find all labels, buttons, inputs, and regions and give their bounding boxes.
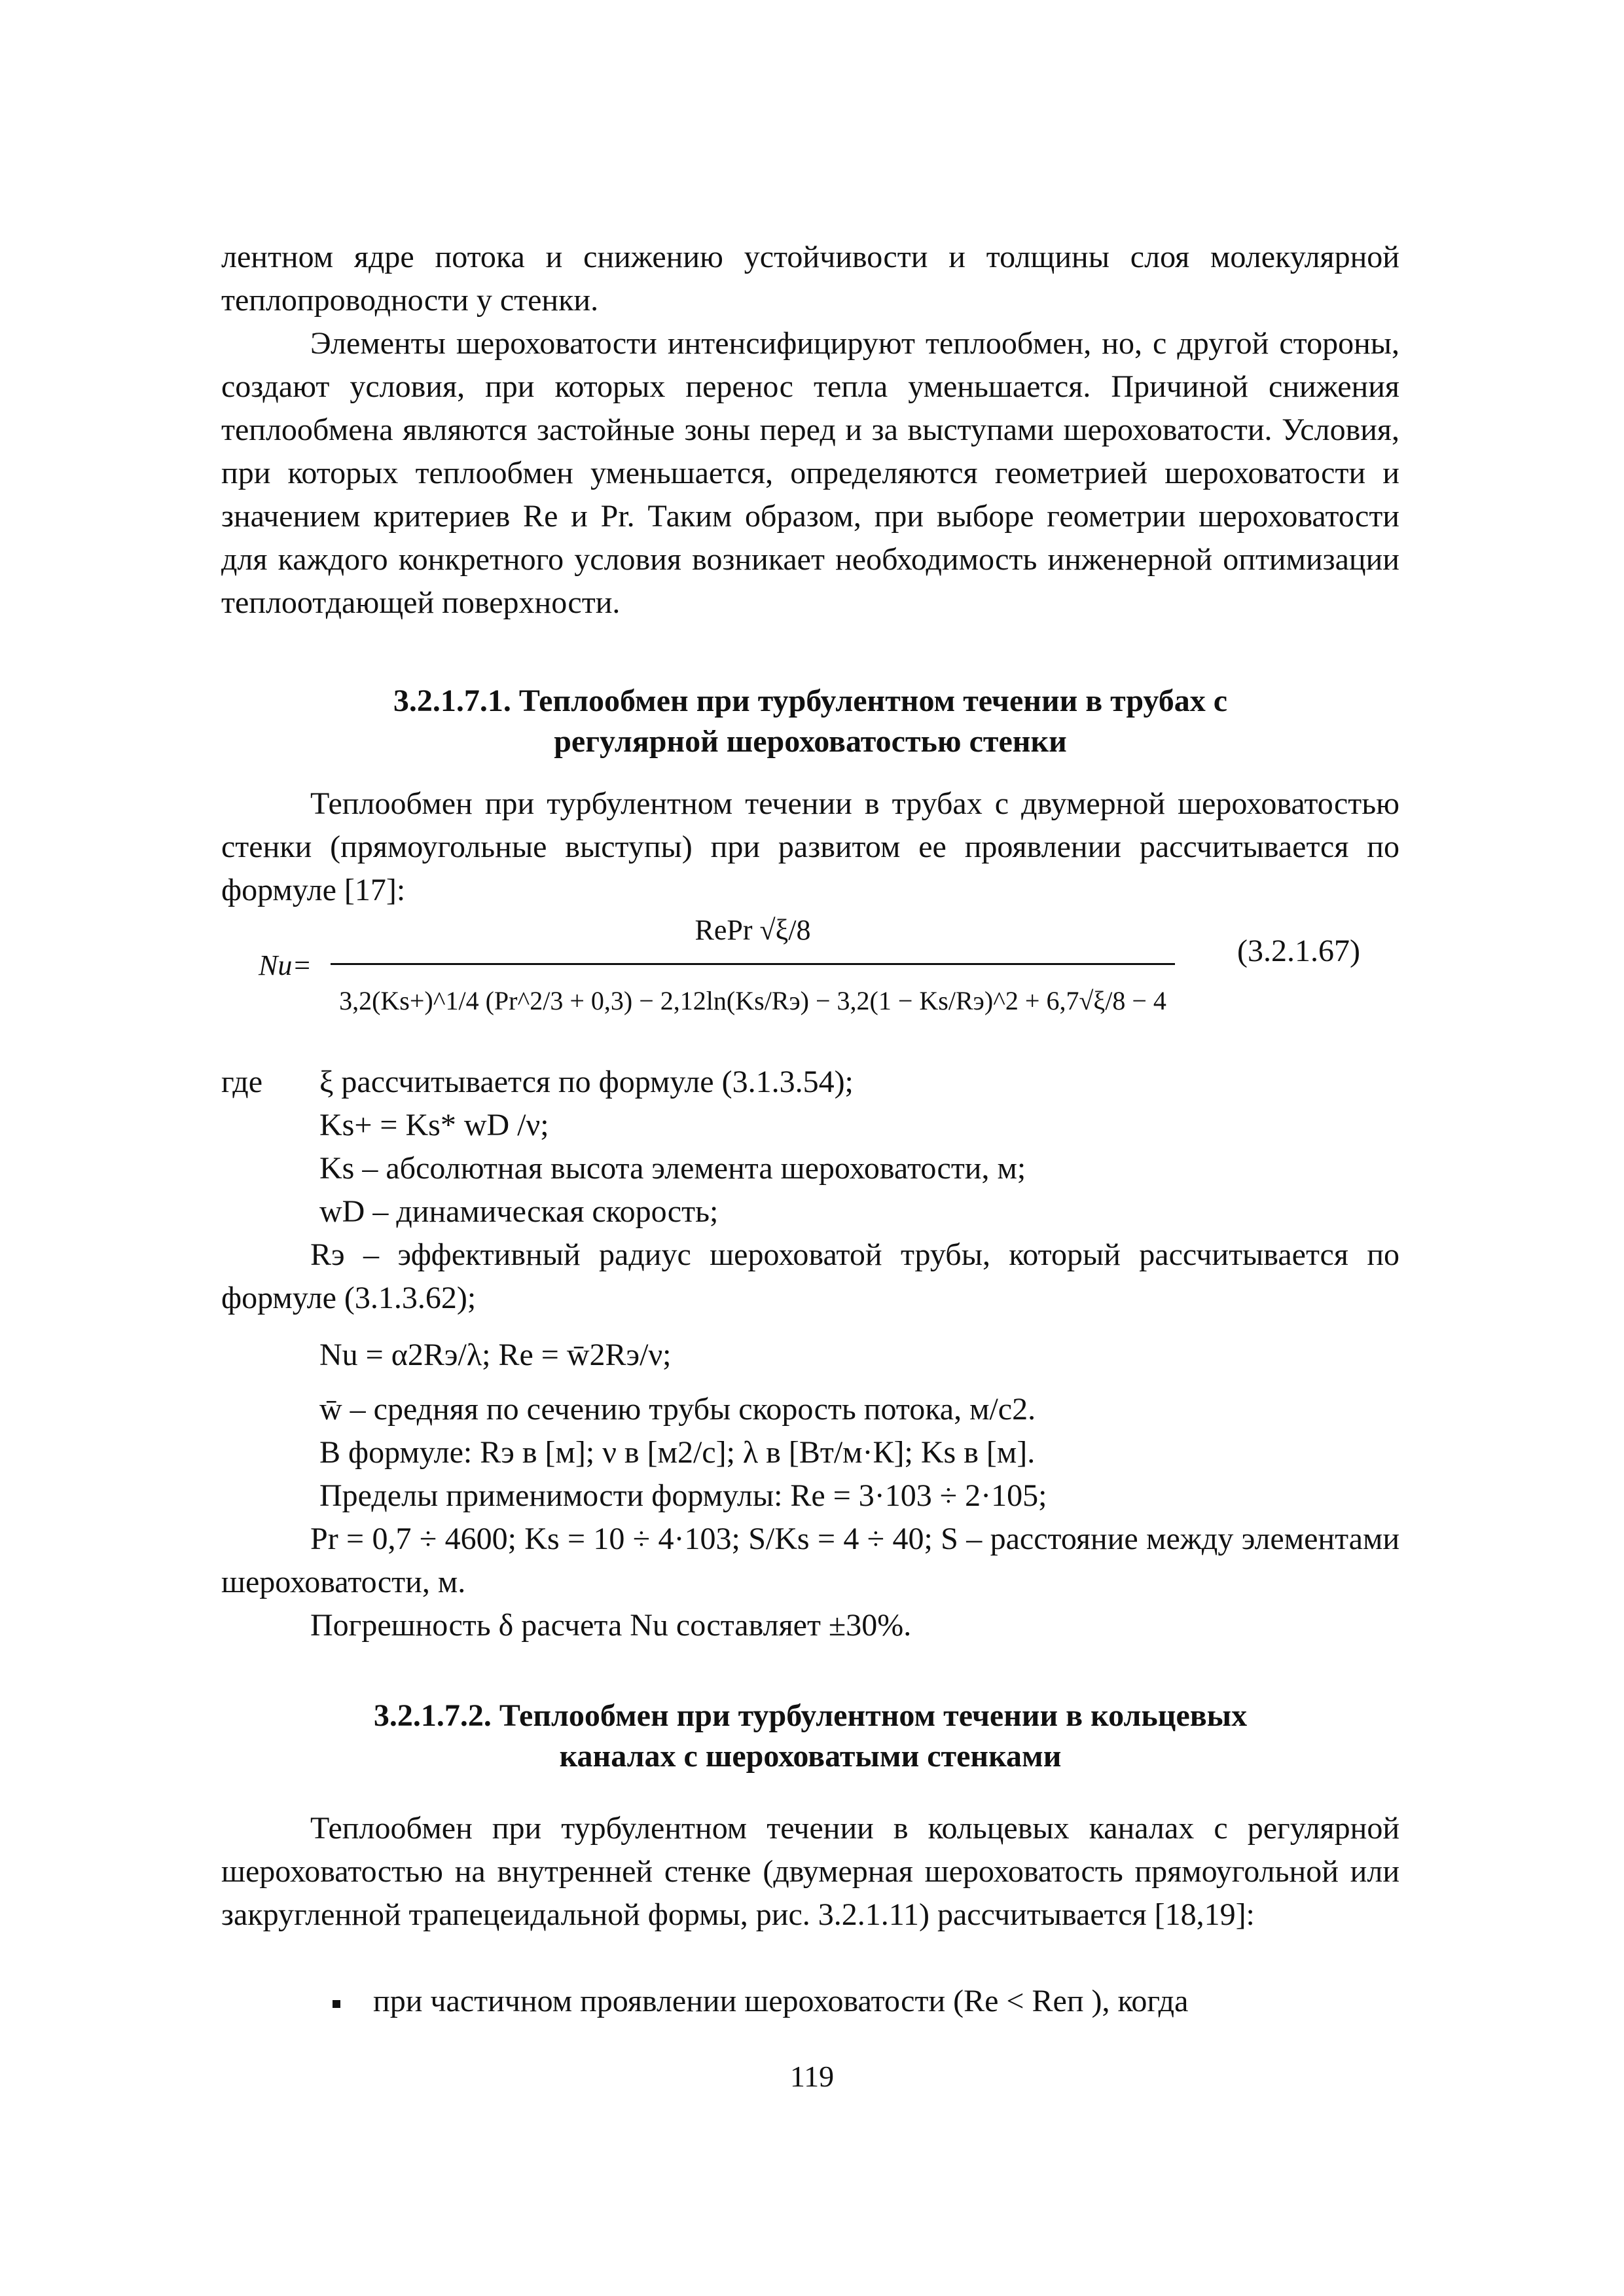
- def-limits: Пределы применимости формулы: Re = 3·103 ÷ 2·105;: [319, 1478, 1047, 1513]
- bullet-marker: [333, 2000, 340, 2008]
- section2-bullet: [333, 1980, 1399, 2023]
- section2-heading-line1: 3.2.1.7.2. Теплообмен при турбулентном течении в кольцевых: [373, 1698, 1248, 1733]
- formula-fraction-bar: [331, 963, 1175, 965]
- section1-heading: [221, 681, 1399, 762]
- section2-heading-line2: каналах с шероховатыми стенками: [559, 1739, 1062, 1774]
- section1-heading-line1: 3.2.1.7.1. Теплообмен при турбулентном течении в трубах с: [393, 683, 1228, 718]
- where-label: где: [221, 1065, 263, 1099]
- section1-heading-line2: регулярной шероховатостью стенки: [554, 724, 1067, 759]
- formula-denominator: 3,2(Ks+)^1/4 (Pr^2/3 + 0,3) − 2,12ln(Ks/Rэ) − 3,2(1 − Ks/Rэ)^2 + 6,7√ξ/8 − 4: [339, 986, 1166, 1015]
- section2-paragraph: Теплообмен при турбулентном течении в кольцевых каналах с регулярной шероховатостью на внутренней стенке (двумерная шероховатость прямоугольной или закругленной трапецеидальной формы, рис. 3.2.1.11) рассчитывается [18,19]:: [221, 1811, 1399, 1932]
- def-pr: Pr = 0,7 ÷ 4600; Ks = 10 ÷ 4·103; S/Ks = 4 ÷ 40; S – расстояние между элементами шероховатости, м.: [221, 1522, 1399, 1599]
- def-error: Погрешность δ расчета Nu составляет ±30%.: [310, 1608, 912, 1643]
- def-units: В формуле: Rэ в [м]; ν в [м2/с]; λ в [Вт/м·К]; Ks в [м].: [319, 1435, 1036, 1470]
- def-re-block: [221, 1233, 1399, 1320]
- formula-lhs: Nu=: [259, 949, 312, 981]
- formula-number: (3.2.1.67): [1237, 934, 1360, 968]
- bullet-text: при частичном проявлении шероховатости (Re < Reп ), когда: [373, 1984, 1189, 2018]
- def-re: Rэ – эффективный радиус шероховатой трубы, который рассчитывается по формуле (3.1.3.62);: [221, 1237, 1399, 1315]
- section1-paragraph: Теплообмен при турбулентном течении в трубах с двумерной шероховатостью стенки (прямоугольные выступы) при развитом ее проявлении рассчитывается по формуле [17]:: [221, 786, 1399, 907]
- def-w-mean: w̄ – средняя по сечению трубы скорость потока, м/с2.: [319, 1392, 1036, 1427]
- def-ks: Ks – абсолютная высота элемента шероховатости, м;: [319, 1151, 1026, 1186]
- formula-numerator: RePr √ξ/8: [695, 914, 811, 946]
- def-ks-plus: Ks+ = Ks* wD /ν;: [319, 1108, 549, 1142]
- section2-paragraph-block: [221, 1807, 1399, 1937]
- page-number: 119: [789, 2060, 835, 2093]
- def-xi: ξ рассчитывается по формуле (3.1.3.54);: [319, 1065, 854, 1099]
- definitions-list-2: [319, 1322, 1399, 1518]
- intro-block: [221, 236, 1399, 625]
- section2-heading: [221, 1696, 1399, 1777]
- def-wd: wD – динамическая скорость;: [319, 1194, 719, 1229]
- intro-paragraph-1: лентном ядре потока и снижению устойчивости и толщины слоя молекулярной теплопроводности у стенки.: [221, 240, 1399, 318]
- def-pr-block: [221, 1518, 1399, 1647]
- definitions-list: [319, 1061, 1399, 1233]
- section1-paragraph-block: [221, 782, 1399, 912]
- intro-paragraph-2: Элементы шероховатости интенсифицируют теплообмен, но, с другой стороны, создают условия, при которых перенос тепла уменьшается. Причиной снижения теплообмена являются застойные зоны перед и за выступами шероховатости. Условия, при которых теплообмен уменьшается, определяются геометрией шероховатости и значением критериев Re и Pr. Таким образом, при выборе геометрии шероховатости для каждого конкретного условия возникает необходимость инженерной оптимизации теплоотдающей поверхности.: [221, 326, 1399, 620]
- def-nu-re: Nu = α2Rэ/λ; Re = w̄2Rэ/ν;: [319, 1338, 672, 1372]
